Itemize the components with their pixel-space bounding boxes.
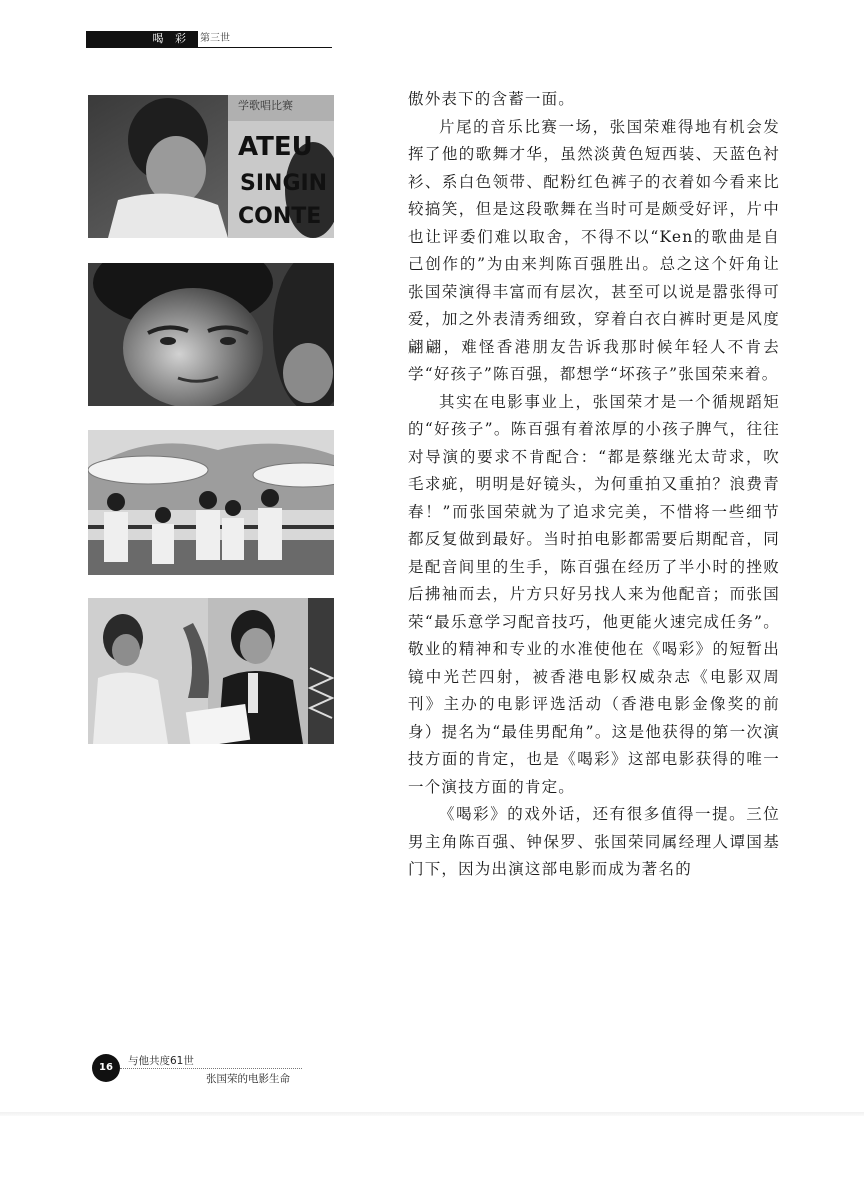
- footer-divider: [120, 1068, 302, 1069]
- footer-book-title: 与他共度61世: [128, 1055, 194, 1067]
- contest-sign-text: 学歌唱比赛: [238, 99, 293, 112]
- svg-text:ATEU: ATEU: [238, 132, 313, 162]
- paragraph-1: 傲外表下的含蓄一面。: [408, 90, 576, 108]
- photo-singing-contest-image: [88, 95, 334, 238]
- svg-text:CONTE: CONTE: [238, 204, 322, 229]
- paragraph-2: 片尾的音乐比赛一场，张国荣难得地有机会发挥了他的歌舞才华，虽然淡黄色短西装、天蓝色衬衫、系白色领带、配粉红色裤子的衣着如今看来比较搞笑，但是这段歌舞在当时可是颇受好评，片中也让评委们难以取舍，不得不以“Ken的歌曲是自己创作的”为由来判陈百强胜出。总之这个奸角让张国荣演得丰富而有层次，甚至可以说是嚣张得可爱，加之外表清秀细致，穿着白衣白裤时更是风度翩翩，难怪香港朋友告诉我那时候年轻人不肯去学“好孩子”陈百强，都想学“坏孩子”张国荣来着。: [408, 117, 780, 383]
- article-body: [408, 86, 780, 884]
- photo-group-outdoor-image: [88, 430, 334, 575]
- paragraph-4: 《喝彩》的戏外话，还有很多值得一提。三位男主角陈百强、钟保罗、张国荣同属经理人谭国基门下，因为出演这部电影而成为著名的: [408, 805, 780, 878]
- header-title: 喝 彩: [86, 31, 198, 47]
- photo-two-men: [88, 598, 334, 744]
- photo-group-outdoor: [88, 430, 334, 575]
- page-edge: [0, 1112, 864, 1116]
- footer-section-title: 张国荣的电影生命: [206, 1073, 290, 1085]
- photo-closeup-image: [88, 263, 334, 406]
- page-number: 16: [92, 1054, 120, 1082]
- header-subtitle: 第三世: [200, 33, 230, 44]
- running-header: [86, 31, 332, 48]
- svg-text:SINGIN: SINGIN: [240, 171, 328, 196]
- photo-two-men-image: [88, 598, 334, 744]
- paragraph-3: 其实在电影事业上，张国荣才是一个循规蹈矩的“好孩子”。陈百强有着浓厚的小孩子脾气，往往对导演的要求不肯配合：“都是蔡继光太苛求，吹毛求疵，明明是好镜头，为何重拍又重拍？浪费青春！”而张国荣就为了追求完美，不惜将一些细节都反复做到最好。当时拍电影都需要后期配音，同是配音间里的生手，陈百强在经历了半小时的挫败后拂袖而去，片方只好另找人来为他配音；而张国荣“最乐意学习配音技巧，他更能火速完成任务”。敬业的精神和专业的水准使他在《喝彩》的短暂出镜中光芒四射，被香港电影权威杂志《电影双周刊》主办的电影评选活动（香港电影金像奖的前身）提名为“最佳男配角”。这是他获得的第一次演技方面的肯定，也是《喝彩》这部电影获得的唯一一个演技方面的肯定。: [408, 392, 780, 796]
- photo-closeup: [88, 263, 334, 406]
- photo-singing-contest: [88, 95, 334, 238]
